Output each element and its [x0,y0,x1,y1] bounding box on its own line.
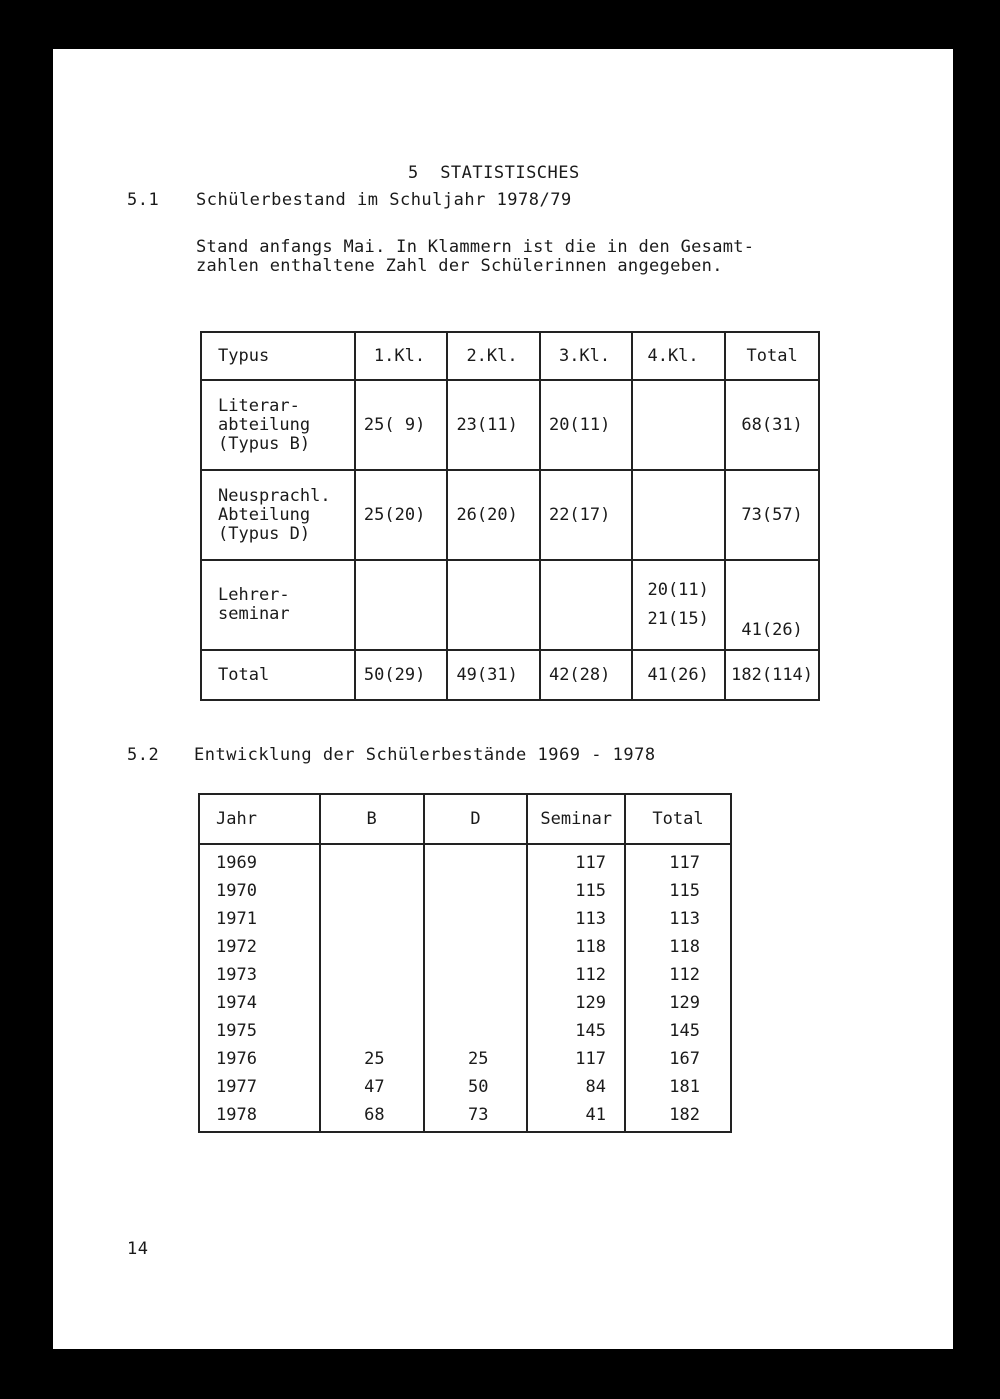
cell-kl3 [540,560,633,650]
cell-kl4-line: 21(15) [647,609,709,629]
section-1-intro-line-1: Stand anfangs Mai. In Klammern ist die in den Gesamt- [196,237,755,257]
row-label-line: abteilung [218,414,311,435]
total-total: 182(114) [725,650,819,700]
cell-seminar: 145 [527,1017,625,1045]
section-2-title: Entwicklung der Schülerbestände 1969 - 1978 [194,745,656,765]
table-row [199,1073,731,1101]
cell-jahr: 1970 [199,877,320,905]
table-row-literar [201,380,819,470]
row-label-line: Lehrer- [218,585,290,605]
header-kl4: 4.Kl. [632,332,725,380]
cell-kl2: 23(11) [447,380,540,470]
cell-seminar: 112 [527,961,625,989]
cell-d [424,905,528,933]
cell-jahr: 1977 [199,1073,320,1101]
table-row [199,961,731,989]
table-row [199,844,731,877]
header-b: B [320,794,424,844]
section-1-title: Schülerbestand im Schuljahr 1978/79 [196,190,572,210]
header-seminar: Seminar [527,794,625,844]
chapter-number: 5 [407,163,419,183]
table-row [199,933,731,961]
section-1-intro-line-2: zahlen enthaltene Zahl der Schülerinnen angegeben. [196,256,723,276]
cell-d: 73 [424,1101,528,1132]
cell-kl1: 25(20) [355,470,448,560]
row-label [201,380,355,470]
header-total: Total [725,332,819,380]
cell-kl3: 22(17) [540,470,633,560]
header-d: D [424,794,528,844]
cell-kl1 [355,560,448,650]
header-typus: Typus [201,332,355,380]
total-kl4: 41(26) [632,650,725,700]
table-row [199,989,731,1017]
cell-seminar: 41 [527,1101,625,1132]
cell-jahr: 1974 [199,989,320,1017]
header-total: Total [625,794,731,844]
total-kl2: 49(31) [447,650,540,700]
row-label-line: Abteilung [218,504,311,525]
cell-jahr: 1978 [199,1101,320,1132]
document-page [53,49,953,1349]
cell-seminar: 118 [527,933,625,961]
cell-jahr: 1969 [199,844,320,877]
cell-kl4 [632,560,725,650]
table-header-row [199,794,731,844]
cell-b [320,933,424,961]
cell-total: 181 [625,1073,731,1101]
cell-b: 68 [320,1101,424,1132]
cell-seminar: 84 [527,1073,625,1101]
cell-b [320,905,424,933]
header-kl2: 2.Kl. [447,332,540,380]
header-kl3: 3.Kl. [540,332,633,380]
cell-total: 117 [625,844,731,877]
row-label [201,560,355,650]
table-row [199,1101,731,1132]
cell-total: 167 [625,1045,731,1073]
table-total-row [201,650,819,700]
table-row-lehrerseminar [201,560,819,650]
cell-b: 25 [320,1045,424,1073]
cell-total: 113 [625,905,731,933]
cell-seminar: 129 [527,989,625,1017]
row-label-line: Literar- [218,395,300,416]
section-1-number: 5.1 [127,190,160,210]
cell-seminar: 113 [527,905,625,933]
table-row [199,877,731,905]
header-jahr: Jahr [199,794,320,844]
table-row [199,905,731,933]
total-kl3: 42(28) [540,650,633,700]
total-label: Total [201,650,355,700]
cell-d: 50 [424,1073,528,1101]
cell-total: 73(57) [725,470,819,560]
cell-seminar: 115 [527,877,625,905]
cell-d [424,877,528,905]
enrollment-history-table [198,793,732,1133]
cell-total: 118 [625,933,731,961]
cell-d [424,844,528,877]
header-kl1: 1.Kl. [355,332,448,380]
cell-total: 145 [625,1017,731,1045]
cell-total: 115 [625,877,731,905]
cell-kl2: 26(20) [447,470,540,560]
cell-jahr: 1972 [199,933,320,961]
cell-total: 112 [625,961,731,989]
cell-kl4 [632,470,725,560]
cell-seminar: 117 [527,1045,625,1073]
cell-jahr: 1973 [199,961,320,989]
cell-d [424,961,528,989]
row-label-line: (Typus D) [218,523,311,544]
cell-kl2 [447,560,540,650]
cell-total: 41(26) [725,560,819,650]
chapter-title: STATISTISCHES [440,163,580,183]
cell-d [424,1017,528,1045]
row-label [201,470,355,560]
cell-total: 182 [625,1101,731,1132]
page-number: 14 [127,1239,149,1259]
cell-b [320,877,424,905]
table-header-row [201,332,819,380]
row-label-line: (Typus B) [218,433,311,454]
cell-total: 68(31) [725,380,819,470]
row-label-line: Neusprachl. [218,485,331,506]
cell-total: 129 [625,989,731,1017]
cell-b: 47 [320,1073,424,1101]
table-row [199,1017,731,1045]
cell-kl1: 25( 9) [355,380,448,470]
enrollment-table-1978 [200,331,820,701]
section-2-number: 5.2 [127,745,160,765]
cell-jahr: 1976 [199,1045,320,1073]
cell-kl4 [632,380,725,470]
table-row [199,1045,731,1073]
cell-b [320,961,424,989]
cell-b [320,989,424,1017]
cell-kl3: 20(11) [540,380,633,470]
cell-b [320,1017,424,1045]
cell-jahr: 1975 [199,1017,320,1045]
cell-d [424,989,528,1017]
cell-jahr: 1971 [199,905,320,933]
cell-d: 25 [424,1045,528,1073]
cell-kl4-line: 20(11) [647,580,709,600]
row-label-line: seminar [218,604,290,624]
cell-b [320,844,424,877]
cell-d [424,933,528,961]
cell-seminar: 117 [527,844,625,877]
table-row-neusprachl [201,470,819,560]
total-kl1: 50(29) [355,650,448,700]
